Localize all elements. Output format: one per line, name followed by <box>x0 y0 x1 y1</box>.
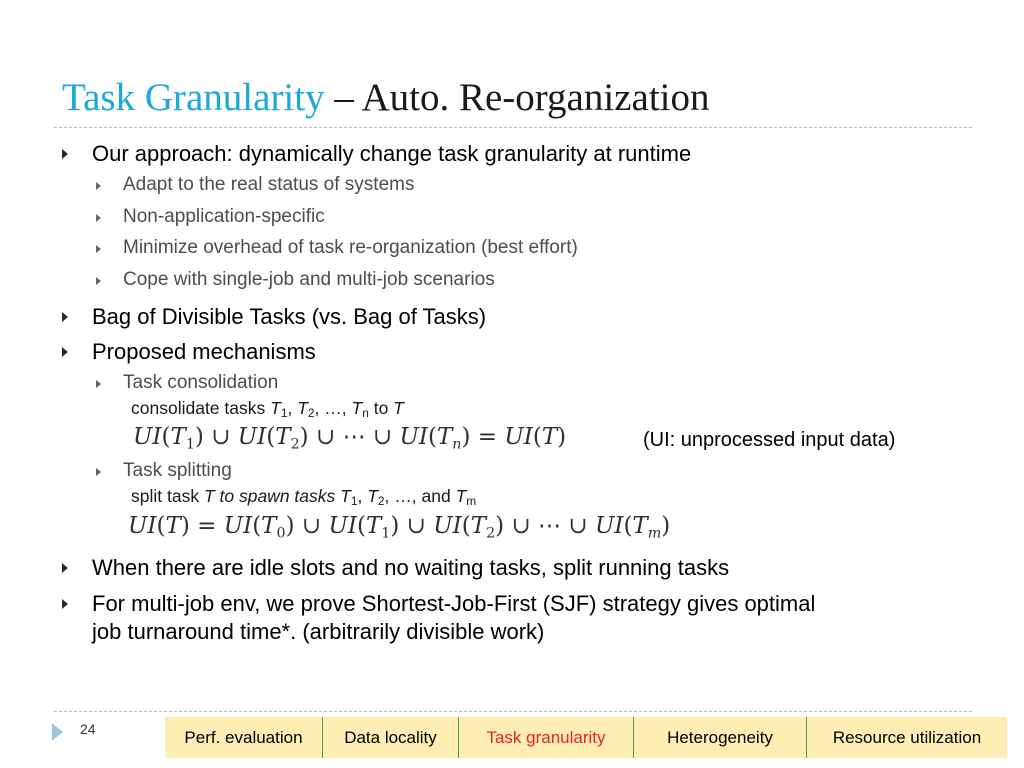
nav-tab-heterogeneity[interactable]: Heterogeneity <box>634 717 807 758</box>
bullet-arrow-icon <box>62 563 68 573</box>
bullet-idle-slots: When there are idle slots and no waiting tasks, split running tasks <box>92 555 730 580</box>
sub-bullet-adapt: Adapt to the real status of systems <box>123 174 415 195</box>
footer-arrow-icon <box>52 723 63 741</box>
footer-divider <box>54 711 972 712</box>
sub-bullet-non-app: Non-application-specific <box>123 206 325 227</box>
ui-definition-note: (UI: unprocessed input data) <box>643 429 896 451</box>
title-divider <box>54 127 972 128</box>
sub-bullet-arrow-icon <box>96 245 101 253</box>
slide-title-topic: Task Granularity <box>62 76 325 119</box>
page-number: 24 <box>80 721 96 737</box>
bullet-multijob-line2: job turnaround time*. (arbitrarily divisible work) <box>92 619 545 644</box>
splitting-description: split task T to spawn tasks $T_1$, $T_2$, …, and $T_m$ <box>131 486 477 508</box>
nav-tab-data-locality[interactable]: Data locality <box>323 717 459 758</box>
bullet-bag: Bag of Divisible Tasks (vs. Bag of Tasks) <box>92 304 487 329</box>
sub-bullet-minimize: Minimize overhead of task re-organization (best effort) <box>123 237 578 258</box>
nav-tab-task-granularity[interactable]: Task granularity <box>459 717 634 758</box>
bullet-approach: Our approach: dynamically change task granularity at runtime <box>92 141 692 166</box>
splitting-formula: $UI(T) = UI(T_0)$ ∪ $UI(T_1)$ ∪ $UI(T_2)$ ∪ ⋯ ∪ $UI(T_m)$ <box>128 513 671 542</box>
nav-tab-perf-evaluation[interactable]: Perf. evaluation <box>165 717 323 758</box>
consolidation-description: consolidate tasks $T_1$, $T_2$, …, $T_n$ to T <box>131 398 404 420</box>
sub-bullet-arrow-icon <box>96 214 101 222</box>
sub-bullet-splitting: Task splitting <box>123 460 232 481</box>
bullet-multijob-line1: For multi-job env, we prove Shortest-Job-First (SJF) strategy gives optimal <box>92 591 816 616</box>
slide-title <box>62 72 710 124</box>
nav-tab-resource-utilization[interactable]: Resource utilization <box>832 727 982 747</box>
sub-bullet-cope: Cope with single-job and multi-job scenarios <box>123 269 495 290</box>
bullet-arrow-icon <box>62 149 68 159</box>
sub-bullet-arrow-icon <box>96 277 101 285</box>
sub-bullet-arrow-icon <box>96 182 101 190</box>
sub-bullet-consolidation: Task consolidation <box>123 372 279 393</box>
sub-bullet-arrow-icon <box>96 380 101 388</box>
bullet-proposed: Proposed mechanisms <box>92 339 316 364</box>
bullet-arrow-icon <box>62 312 68 322</box>
slide-title-subtopic: – Auto. Re-organization <box>324 76 710 119</box>
sub-bullet-arrow-icon <box>96 468 101 476</box>
bullet-arrow-icon <box>62 347 68 357</box>
section-nav-bar <box>165 717 1007 758</box>
consolidation-formula: $UI(T_1)$ ∪ $UI(T_2)$ ∪ ⋯ ∪ $UI(T_n) = UI(T)$ <box>133 424 567 453</box>
bullet-arrow-icon <box>62 599 68 609</box>
